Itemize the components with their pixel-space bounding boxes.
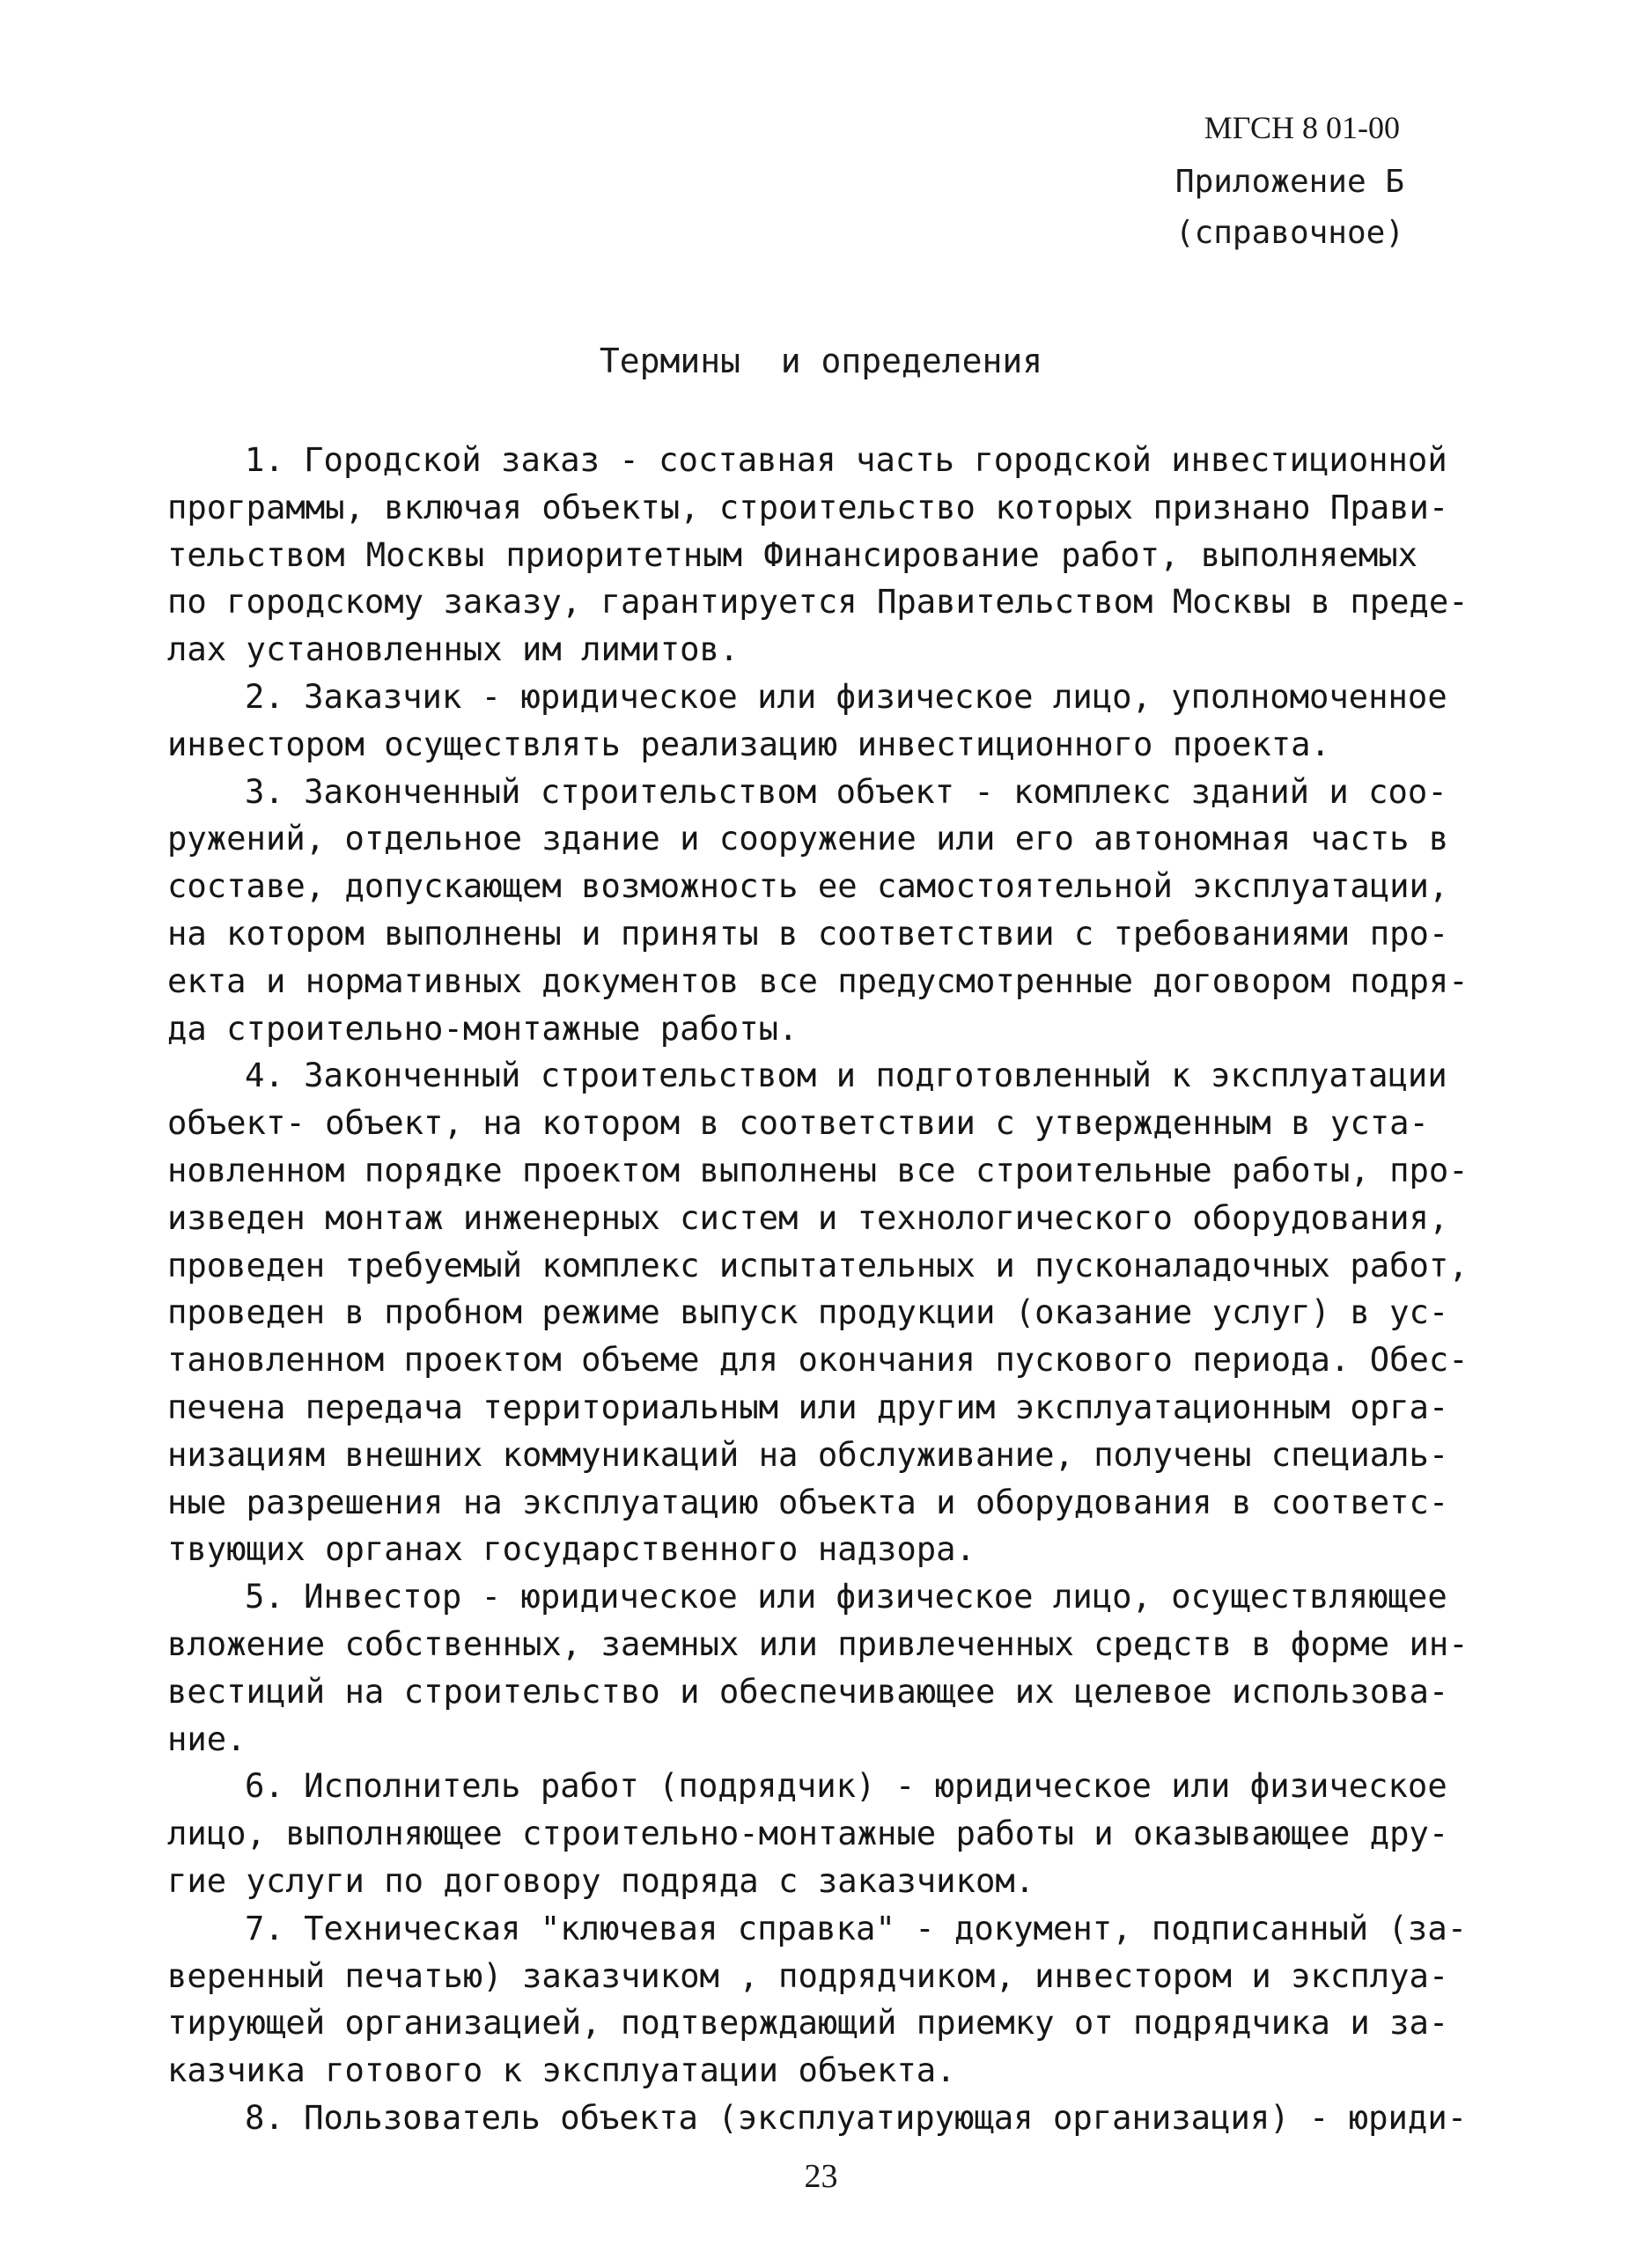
- text-line: инвестором осуществлять реализацию инвестиционного проекта.: [167, 724, 1330, 763]
- text-line: 3. Законченный строительством объект - комплекс зданий и соо-: [245, 771, 1447, 811]
- text-line: тирующей организацией, подтверждающий приемку от подрядчика и за-: [167, 2003, 1449, 2043]
- text-line: лицо, выполняющее строительно-монтажные работы и оказывающее дру-: [167, 1814, 1449, 1853]
- text-line: 8. Пользователь объекта (эксплуатирующая организация) - юриди-: [245, 2097, 1468, 2137]
- text-line: ные разрешения на эксплуатацию объекта и оборудования в соответс-: [167, 1482, 1449, 1521]
- text-line: проведен в пробном режиме выпуск продукции (оказание услуг) в ус-: [167, 1292, 1449, 1332]
- text-line: 6. Исполнитель работ (подрядчик) - юридическое или физическое: [245, 1766, 1447, 1806]
- appendix-label: Приложение Б: [1174, 164, 1404, 200]
- text-line: веренный печатью) заказчиком , подрядчиком, инвестором и эксплуа-: [167, 1955, 1449, 1995]
- document-body: [167, 437, 1469, 2142]
- text-line: тановленном проектом объеме для окончания пускового периода. Обес-: [167, 1340, 1469, 1380]
- text-line: 5. Инвестор - юридическое или физическое лицо, осуществляющее: [245, 1577, 1447, 1616]
- text-line: 1. Городской заказ - составная часть городской инвестиционной: [245, 440, 1447, 479]
- text-line: проведен требуемый комплекс испытательных и пусконаладочных работ,: [167, 1245, 1469, 1285]
- text-line: составе, допускающем возможность ее самостоятельной эксплуатации,: [167, 866, 1449, 906]
- text-line: да строительно-монтажные работы.: [167, 1008, 799, 1048]
- term-paragraph: [167, 769, 1469, 1053]
- text-line: лах установленных им лимитов.: [167, 630, 740, 669]
- text-line: по городскому заказу, гарантируется Правительством Москвы в преде-: [167, 582, 1469, 622]
- text-line: казчика готового к эксплуатации объекта.: [167, 2051, 956, 2090]
- text-line: тельством Москвы приоритетным Финансирование работ, выполняемых: [167, 534, 1417, 574]
- term-paragraph: [167, 437, 1469, 674]
- text-line: объект- объект, на котором в соответствии с утвержденным в уста-: [167, 1103, 1429, 1143]
- appendix-type: (справочное): [1174, 215, 1404, 251]
- term-paragraph: [167, 1052, 1469, 1573]
- appendix-label-block: [1012, 157, 1404, 259]
- text-line: низациям внешних коммуникаций на обслуживание, получены специаль-: [167, 1434, 1449, 1474]
- page-number: 23: [804, 2158, 838, 2195]
- term-paragraph: [167, 674, 1447, 769]
- text-line: 7. Техническая "ключевая справка" - документ, подписанный (за-: [245, 1908, 1468, 1948]
- text-line: ние.: [167, 1719, 247, 1758]
- document-code: МГСН 8 01-00: [1204, 110, 1400, 145]
- text-line: екта и нормативных документов все предусмотренные договором подря-: [167, 961, 1469, 1000]
- text-line: 2. Заказчик - юридическое или физическое лицо, уполномоченное: [245, 676, 1447, 716]
- text-line: программы, включая объекты, строительство которых признано Прави-: [167, 487, 1449, 526]
- term-paragraph: [167, 1763, 1449, 1904]
- text-line: печена передача территориальным или другим эксплуатационным орга-: [167, 1387, 1449, 1426]
- text-line: твующих органах государственного надзора.: [167, 1529, 976, 1569]
- text-line: изведен монтаж инженерных систем и технологического оборудования,: [167, 1197, 1449, 1237]
- text-line: вложение собственных, заемных или привлеченных средств в форме ин-: [167, 1624, 1469, 1663]
- section-title: Термины и определения: [599, 342, 1043, 380]
- term-paragraph: [167, 2095, 1468, 2142]
- term-paragraph: [167, 1905, 1468, 2095]
- text-line: новленном порядке проектом выполнены все строительные работы, про-: [167, 1150, 1469, 1189]
- term-paragraph: [167, 1573, 1469, 1763]
- text-line: 4. Законченный строительством и подготовленный к эксплуатации: [245, 1056, 1447, 1095]
- text-line: на котором выполнены и приняты в соответствии с требованиями про-: [167, 913, 1449, 953]
- text-line: вестиций на строительство и обеспечивающее их целевое использова-: [167, 1671, 1449, 1711]
- text-line: гие услуги по договору подряда с заказчиком.: [167, 1860, 1035, 1900]
- text-line: ружений, отдельное здание и сооружение или его автономная часть в: [167, 819, 1449, 858]
